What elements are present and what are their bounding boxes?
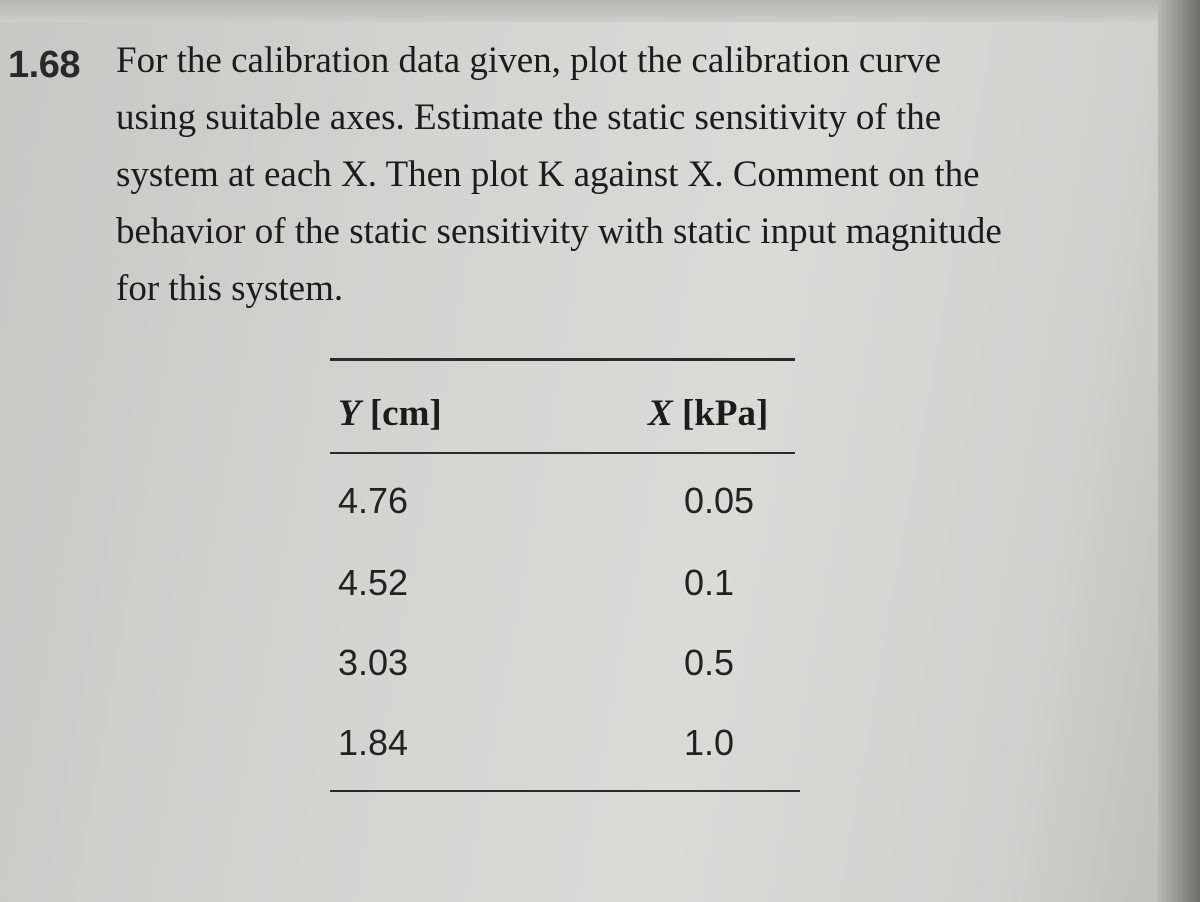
table-cell-x: 0.5	[684, 642, 735, 683]
problem-line: for this system.	[116, 268, 344, 309]
problem-line: using suitable axes. Estimate the static sensitivity of the	[116, 97, 942, 138]
column-header-x-unit: [kPa]	[681, 393, 769, 434]
table-cell-y: 4.52	[338, 562, 409, 603]
table-bottom-rule	[330, 790, 800, 792]
table-cell-y: 3.03	[338, 642, 409, 683]
column-header-y-unit: [cm]	[369, 393, 442, 434]
book-page-edge	[1158, 0, 1200, 902]
problem-line: For the calibration data given, plot the calibration curve	[116, 40, 942, 81]
problem-line: behavior of the static sensitivity with static input magnitude	[116, 211, 1002, 252]
table-cell-x: 0.1	[684, 562, 735, 603]
table-cell-x: 0.05	[684, 480, 755, 521]
table-header-rule	[330, 452, 795, 454]
problem-line: system at each X. Then plot K against X. Comment on the	[116, 154, 980, 195]
column-header-y-variable: Y	[338, 393, 361, 434]
calibration-table	[330, 352, 800, 802]
column-header-x	[648, 392, 768, 435]
table-cell-x: 1.0	[684, 722, 735, 763]
problem-number: 1.68	[8, 44, 80, 86]
column-header-x-variable: X	[648, 393, 673, 434]
problem-statement	[116, 32, 1146, 317]
previous-page-strip	[0, 0, 1200, 22]
column-header-y	[338, 392, 442, 435]
table-top-rule	[330, 358, 795, 361]
table-cell-y: 1.84	[338, 722, 409, 763]
table-cell-y: 4.76	[338, 480, 409, 521]
